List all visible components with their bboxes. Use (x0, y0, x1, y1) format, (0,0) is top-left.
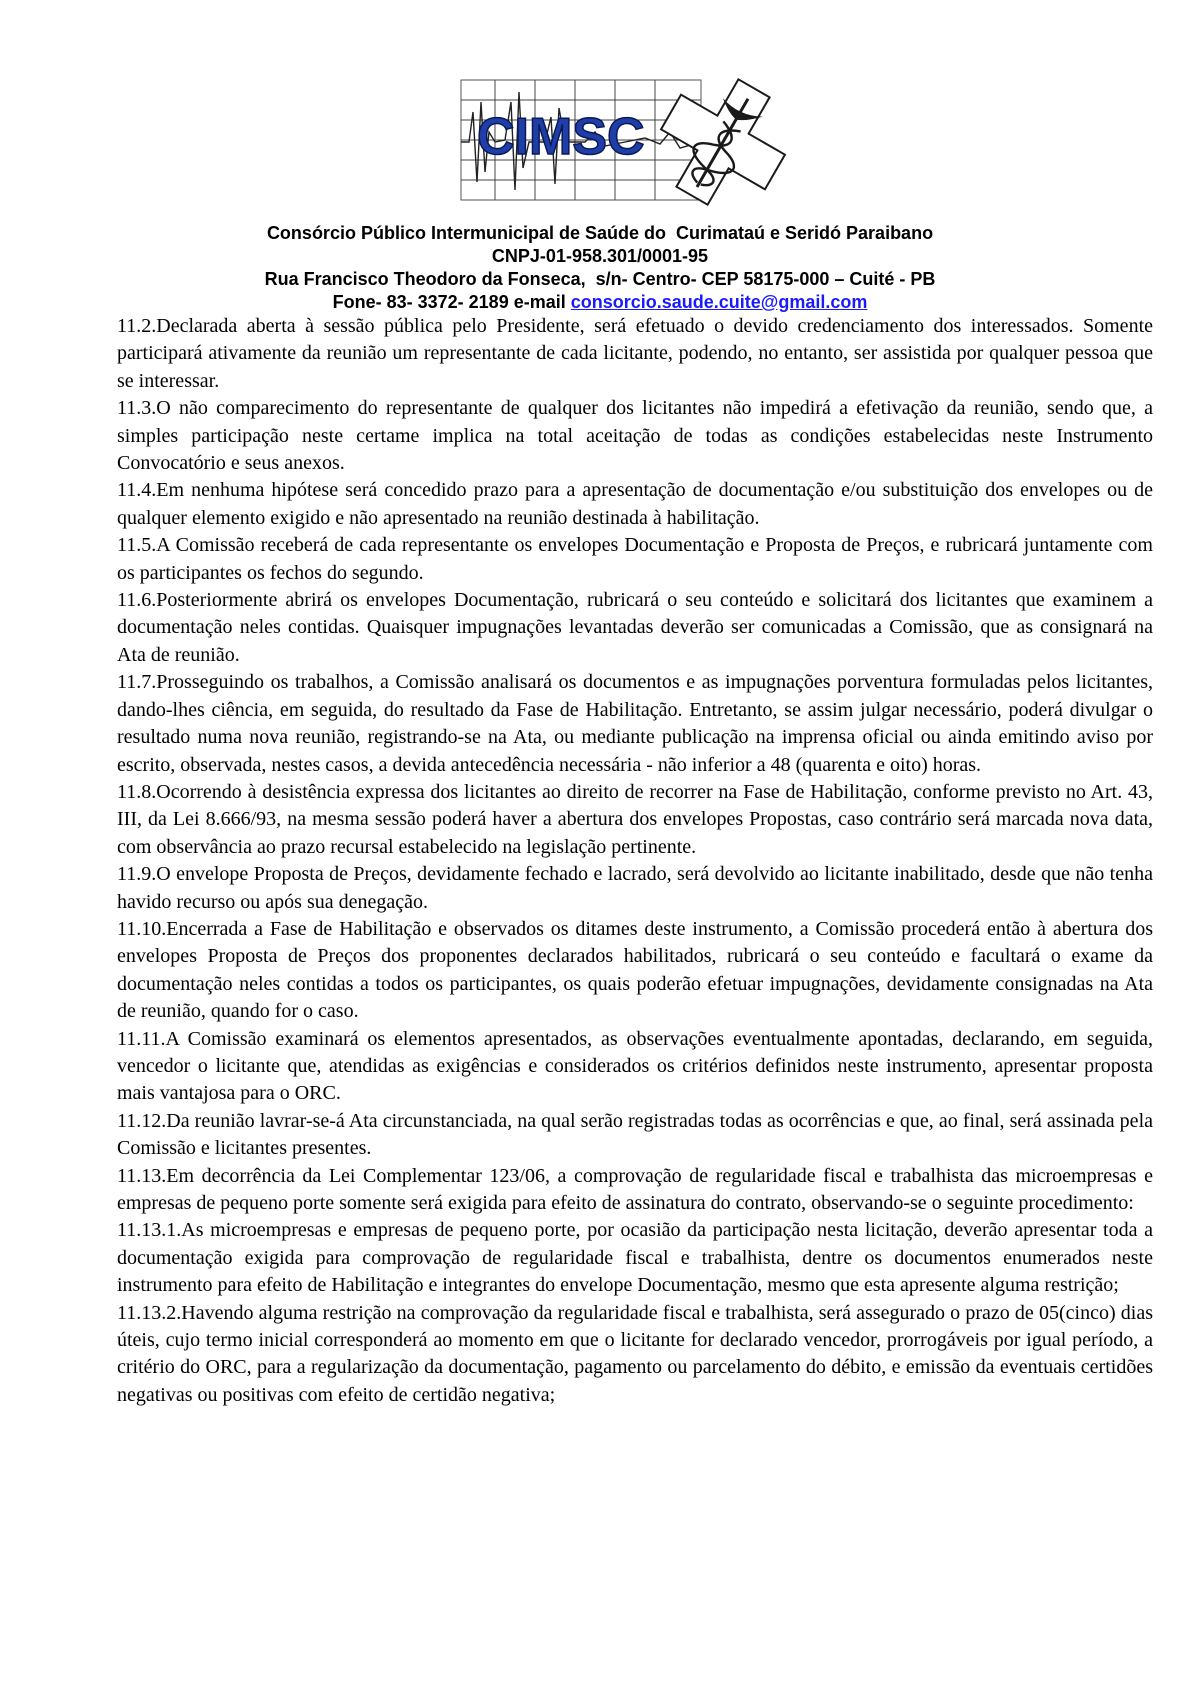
clause-11-9: 11.9.O envelope Proposta de Preços, devidamente fechado e lacrado, será devolvido ao licitante inabilitado, desde que não tenha havido recurso ou após sua denegação. (117, 863, 1153, 913)
email-link[interactable]: consorcio.saude.cuite@gmail.com (570, 292, 868, 312)
org-name: Consórcio Público Intermunicipal de Saúde do Curimataú e Seridó Paraibano (266, 223, 934, 243)
clause-11-7: 11.7.Prosseguindo os trabalhos, a Comissão analisará os documentos e as impugnações porventura formuladas pelos licitantes, dando-lhes ciência, em seguida, do resultado da Fase de Habilitação. Entretanto, se assim julgar necessário, poderá divulgar o resultado numa nova reunião, registrando-se na Ata, ou mediante publicação na imprensa oficial ou ainda emitindo aviso por escrito, observada, nestes casos, a devida antecedência necessária - não inferior a 48 (quarenta e oito) horas. (117, 671, 1153, 776)
logo-graphic (455, 72, 815, 222)
clause-11-2: 11.2.Declarada aberta à sessão pública pelo Presidente, será efetuado o devido credenciamento dos interessados. Somente participará ativamente da reunião um representante de cada licitante, podendo, no entanto, ser assistida por qualquer pessoa que se interessar. (117, 315, 1153, 392)
logo-text: CIMSC (477, 108, 645, 166)
contact-line (150, 291, 1050, 314)
clause-11-13: 11.13.Em decorrência da Lei Complementar 123/06, a comprovação de regularidade fiscal e trabalhista das microempresas e empresas de pequeno porte somente será exigida para efeito de assinatura do contrato, observando-se o seguinte procedimento: (117, 1164, 1153, 1214)
cnpj: CNPJ-01-958.301/0001-95 (491, 246, 709, 266)
clause-11-8: 11.8.Ocorrendo à desistência expressa dos licitantes ao direito de recorrer na Fase de Habilitação, conforme previsto no Art. 43, III, da Lei 8.666/93, na mesma sessão poderá haver a abertura dos envelopes Propostas, caso contrário será marcada nova data, com observância ao prazo recursal estabelecido na legislação pertinente. (117, 780, 1153, 858)
address: Rua Francisco Theodoro da Fonseca, s/n- Centro- CEP 58175-000 – Cuité - PB (264, 269, 936, 289)
clause-11-12: 11.12.Da reunião lavrar-se-á Ata circunstanciada, na qual serão registradas todas as ocorrências e que, ao final, será assinada pela Comissão e licitantes presentes. (117, 1109, 1153, 1160)
clause-11-6: 11.6.Posteriormente abrirá os envelopes Documentação, rubricará o seu conteúdo e solicitará dos licitantes que examinem a documentação neles contidas. Quaisquer impugnações levantadas deverão ser comunicadas a Comissão, que as consignará na Ata de reunião. (117, 589, 1153, 666)
document-body (117, 313, 1153, 1409)
clause-11-3: 11.3.O não comparecimento do representante de qualquer dos licitantes não impedirá a efetivação da reunião, sendo que, a simples participação neste certame implica na total aceitação de todas as condições estabelecidas neste Instrumento Convocatório e seus anexos. (117, 397, 1153, 475)
clause-11-5: 11.5.A Comissão receberá de cada representante os envelopes Documentação e Proposta de Preços, e rubricará juntamente com os participantes os fechos do segundo. (117, 534, 1153, 584)
clause-11-11: 11.11.A Comissão examinará os elementos apresentados, as observações eventualmente apontadas, declarando, em seguida, vencedor o licitante que, atendidas as exigências e considerados os critérios definidos neste instrumento, apresentar proposta mais vantajosa para o ORC. (117, 1027, 1153, 1105)
phone-text: Fone- 83- 3372- 2189 e-mail (332, 292, 571, 312)
clause-11-13-2: 11.13.2.Havendo alguma restrição na comprovação da regularidade fiscal e trabalhista, será assegurado o prazo de 05(cinco) dias úteis, cujo termo inicial corresponderá ao momento em que o licitante for declarado vencedor, prorrogáveis por igual período, a critério do ORC, para a regularização da documentação, pagamento ou parcelamento do débito, e emissão da eventuais certidões negativas ou positivas com efeito de certidão negativa; (117, 1301, 1153, 1406)
cimsc-logo (455, 72, 815, 222)
clause-11-13-1: 11.13.1.As microempresas e empresas de pequeno porte, por ocasião da participação nesta licitação, deverão apresentar toda a documentação exigida para comprovação de regularidade fiscal e trabalhista, dentre os documentos enumerados neste instrumento para efeito de Habilitação e integrantes do envelope Documentação, mesmo que esta apresente alguma restrição; (117, 1219, 1153, 1297)
letterhead (150, 222, 1050, 314)
clause-11-10: 11.10.Encerrada a Fase de Habilitação e observados os ditames deste instrumento, a Comissão procederá então à abertura dos envelopes Proposta de Preços dos proponentes declarados habilitados, rubricará o seu conteúdo e facultará o exame da documentação neles contidas a todos os participantes, os quais poderão efetuar impugnações, devidamente consignadas na Ata de reunião, quando for o caso. (117, 917, 1153, 1023)
clause-11-4: 11.4.Em nenhuma hipótese será concedido prazo para a apresentação de documentação e/ou substituição dos envelopes ou de qualquer elemento exigido e não apresentado na reunião destinada à habilitação. (117, 479, 1153, 529)
